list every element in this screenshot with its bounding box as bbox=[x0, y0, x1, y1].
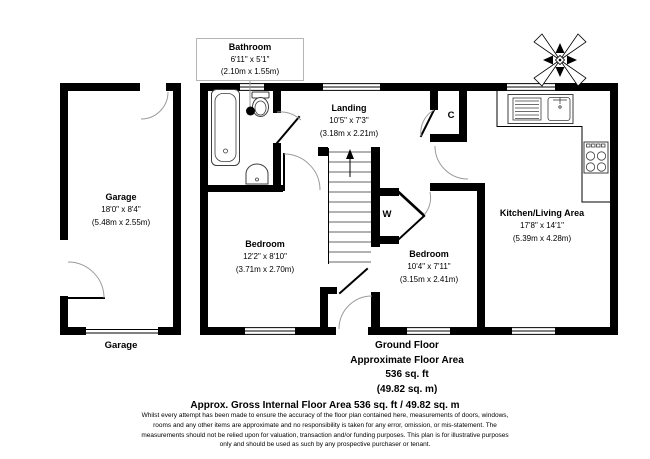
kitchen-sink-icon bbox=[508, 95, 573, 124]
compass-rose-icon bbox=[534, 34, 586, 86]
stove-icon bbox=[584, 142, 608, 173]
kitchen-living-room-label bbox=[500, 206, 584, 246]
bedroom-left-room-label bbox=[236, 237, 294, 277]
footer-headline: Approx. Gross Internal Floor Area 536 sq. ft / 49.82 sq. m bbox=[190, 400, 460, 411]
floor-summary-area-label: Approximate Floor Area bbox=[350, 354, 464, 366]
bathroom-dimension-callout bbox=[196, 38, 304, 81]
footer-disclaimer bbox=[0, 400, 650, 450]
room-dims-imperial: 17'8" x 14'1" bbox=[520, 221, 564, 231]
room-name-bedroom-right: Bedroom bbox=[409, 249, 449, 259]
room-dims-metric: (5.39m x 4.28m) bbox=[512, 234, 572, 244]
disclaimer-line: measurements should not be relied upon for valuation, transaction and/or funding purposes. This plan is for illustrative purposes bbox=[141, 431, 509, 439]
staircase-icon bbox=[329, 148, 372, 264]
room-dims-imperial: 12'2" x 8'10" bbox=[243, 252, 287, 262]
room-name-garage: Garage bbox=[105, 192, 137, 202]
room-dims-metric: (2.10m x 1.55m) bbox=[220, 66, 280, 76]
room-dims-metric: (3.71m x 2.70m) bbox=[235, 265, 295, 275]
disclaimer-line: only and should be used as such by any prospective purchaser or tenant. bbox=[219, 441, 431, 449]
garage-room-label bbox=[92, 190, 150, 230]
floor-summary-area-m: (49.82 sq. m) bbox=[376, 383, 438, 395]
disclaimer-line: rooms and any other items are approximate and no responsibility is taken for any error, omission, or mis-statement. The bbox=[153, 421, 497, 429]
room-name-bathroom: Bathroom bbox=[228, 42, 272, 52]
room-dims-metric: (3.18m x 2.21m) bbox=[319, 129, 379, 139]
bedroom-right-room-label bbox=[400, 247, 458, 287]
floor-summary bbox=[350, 339, 464, 397]
floor-summary-title: Ground Floor bbox=[375, 340, 439, 351]
closet-label: C bbox=[447, 110, 455, 121]
landing-room-label bbox=[320, 101, 378, 141]
room-name-kitchen-living: Kitchen/Living Area bbox=[499, 208, 585, 218]
room-name-bedroom-left: Bedroom bbox=[245, 239, 285, 249]
garage-door-opening bbox=[86, 330, 158, 334]
room-dims-imperial: 6'11" x 5'1" bbox=[230, 55, 270, 65]
room-dims-imperial: 18'0" x 8'4" bbox=[101, 205, 141, 215]
wardrobe-label: W bbox=[382, 209, 392, 220]
disclaimer-line: Whilst every attempt has been made to ensure the accuracy of the floor plan contained here, measurements of doors, windows, bbox=[141, 412, 509, 419]
room-name-landing: Landing bbox=[331, 103, 367, 113]
floor-summary-area-ft: 536 sq. ft bbox=[385, 369, 429, 380]
bathtub-icon bbox=[212, 90, 240, 166]
garage-exterior-label: Garage bbox=[104, 340, 138, 351]
room-dims-imperial: 10'5" x 7'3" bbox=[329, 116, 369, 126]
basin-icon bbox=[246, 164, 268, 184]
room-dims-imperial: 10'4" x 7'11" bbox=[407, 262, 451, 272]
room-dims-metric: (3.15m x 2.41m) bbox=[399, 275, 459, 285]
room-dims-metric: (5.48m x 2.55m) bbox=[91, 218, 151, 228]
